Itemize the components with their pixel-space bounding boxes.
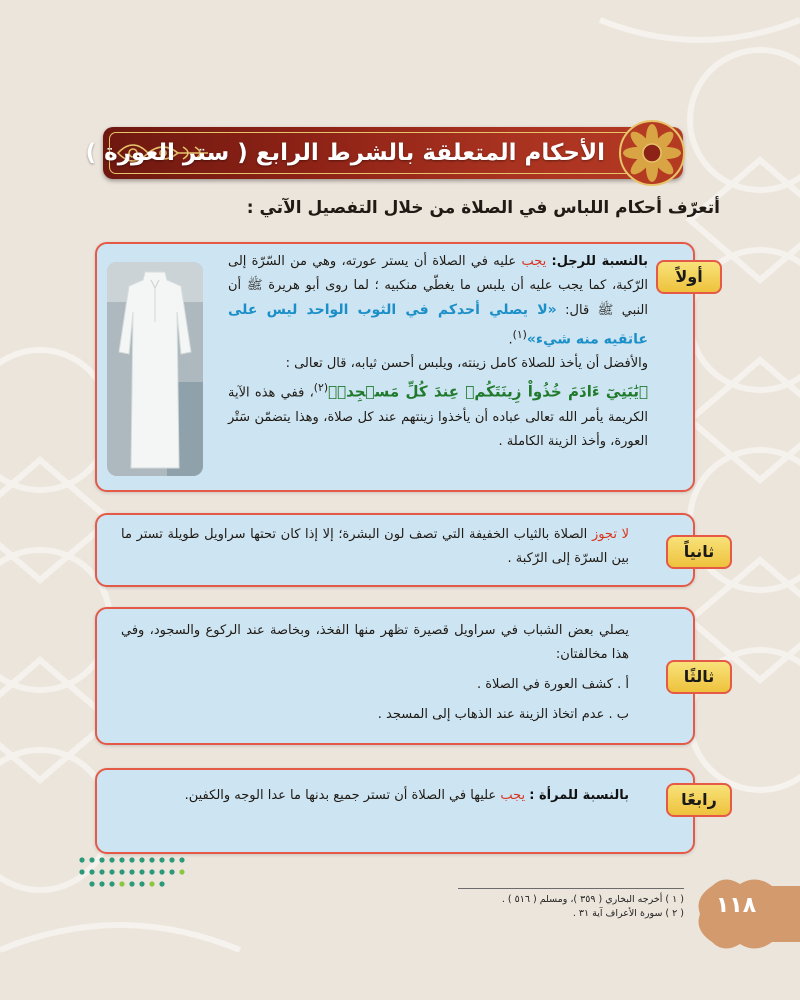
page-title: الأحكام المتعلقة بالشرط الرابع ( ستر العورة ) [85,140,605,166]
section-second-box [95,513,695,587]
section-third-text [121,619,629,727]
paragraph-3: ، ففي هذه الآية الكريمة يأمر الله تعالى عباده أن يأخذوا زينتهم عند كل صلاة، وهذا يتضمّن سَتْر العورة، وأخذ الزينة الكاملة . [228,385,648,449]
tab-third: ثالثًا [666,660,732,694]
thobe-photo [107,262,203,476]
tab-first: أولاً [656,260,722,294]
second-body: الصلاة بالثياب الخفيفة التي تصف لون البشرة؛ إلا إذا كان تحتها سراويل طويلة تستر ما بين السرّة إلى الرّكبة . [121,527,629,566]
footnote-2: ( ٢ ) سورة الأعراف آية ٣١ . [572,908,684,919]
lead-woman: بالنسبة للمرأة : [529,788,629,803]
paragraph-2: والأفضل أن يأخذ للصلاة كامل زينته، ويلبس أحسن ثيابه، قال تعالى : [285,356,648,372]
hadith-quote: «لا يصلي أحدكم في الثوب الواحد ليس على عاتقيه منه شيء» [228,302,648,348]
footnote-ref-1: (١) [512,328,527,341]
intro-text: أتعرّف أحكام اللباس في الصلاة من خلال التفصيل الآتي : [246,198,720,218]
must-word-woman: يجب [500,788,526,803]
section-second-text [121,523,629,571]
quran-verse: ﴿يَٰبَنِيٓ ءَادَمَ خُذُواْ زِينَتَكُمۡ عِندَ كُلِّ مَسۡجِدٖ﴾ [328,382,648,401]
section-fourth-text [121,784,629,808]
violation-a: أ . كشف العورة في الصلاة . [476,677,629,692]
footnote-divider [458,888,684,889]
third-body: يصلي بعض الشباب في سراويل قصيرة تظهر منها الفخذ، وبخاصة عند الركوع والسجود، وفي هذا مخالفتان: [121,623,629,662]
not-permitted: لا تجوز [591,527,629,542]
tab-fourth: رابعًا [666,783,732,817]
section-third-box [95,607,695,745]
vision-logo-icon [72,852,192,892]
tab-second: ثانياً [666,535,732,569]
footnote-ref-2: (٢) [313,381,329,395]
title-banner [85,127,683,179]
page-number: ١١٨ [715,893,757,918]
paragraph-1: عليه في الصلاة أن يستر عورته، وهي من السّرّة إلى الرّكبة، كما يجب عليه أن يلبس ما يغطّي منكبيه ؛ لما روى أبو هريرة ﷺ أن النبي ﷺ قال: [228,254,648,318]
section-fourth-box [95,768,695,854]
violation-b: ب . عدم اتخاذ الزينة عند الذهاب إلى المسجد . [377,707,629,722]
section-first-text: بالنسبة للرجل: يجب عليه في الصلاة أن يستر عورته، وهي من السّرّة إلى الرّكبة، كما يجب عليه أن يلبس ما يغطّي منكبيه ؛ لما روى أبو هريرة ﷺ أن النبي ﷺ قال: «لا يصلي أحدكم في الثوب الواحد ليس على عاتقيه منه شيء»$^{(١)}$. والأفضل أن يأخذ للصلاة كامل زينته، ويلبس أحسن ثيابه، قال تعالى : ﴿يَٰبَنِيٓ ءَادَمَ خُذُواْ زِينَتَكُمۡ عِندَ كُلِّ مَسۡجِدٖ﴾$^{(٢)}$، ففي هذه الآية الكريمة يأمر الله تعالى عباده أن يأخذوا زينتهم عند كل صلاة، وهذا يتضمّن سَتْر العورة، وأخذ الزينة الكاملة . [228,254,648,449]
lead-man: بالنسبة للرجل: [551,254,648,269]
medallion-icon [617,118,687,188]
must-word: يجب [521,254,547,269]
fourth-body: عليها في الصلاة أن تستر جميع بدنها ما عدا الوجه والكفين. [184,788,497,803]
footnote-1: ( ١ ) أخرجه البخاري ( ٣٥٩ )، ومسلم ( ٥١٦ ) . [501,894,684,905]
section-first-box [95,242,695,492]
footnotes [364,893,684,921]
